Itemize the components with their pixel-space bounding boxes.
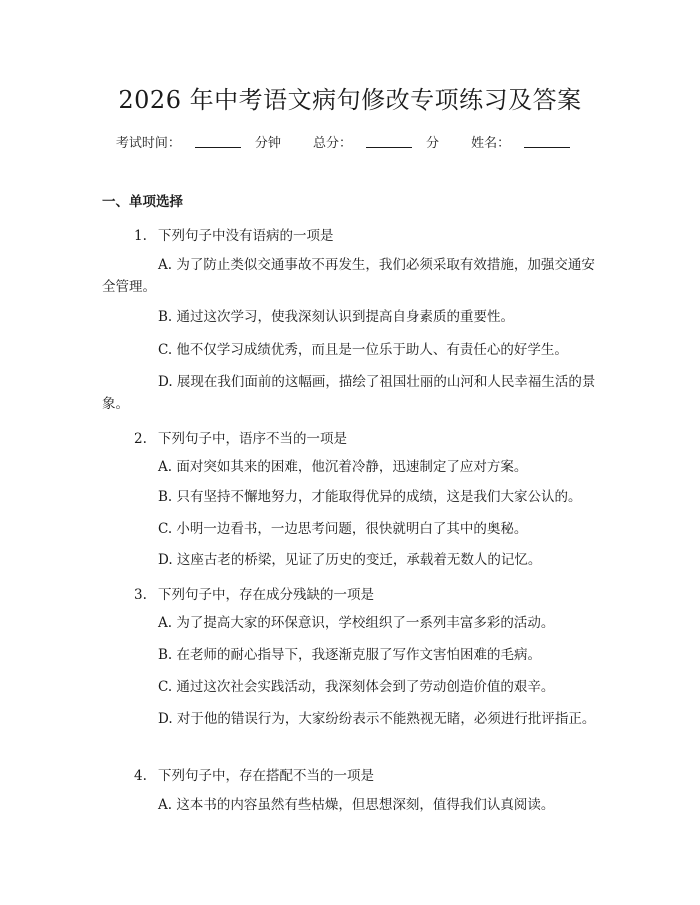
exam-time-field — [116, 136, 281, 151]
question-text: 下列句子中，存在搭配不当的一项是 — [158, 768, 374, 784]
answer-option: B. 通过这次学习，使我深刻认识到提高自身素质的重要性。 — [158, 309, 515, 325]
exam-time-label: 考试时间： — [115, 136, 181, 151]
total-score-label: 总分： — [312, 136, 352, 151]
question-number: 3. — [134, 587, 147, 603]
answer-option: B. 在老师的耐心指导下，我逐渐克服了写作文害怕困难的毛病。 — [158, 647, 542, 663]
answer-option: C. 通过这次社会实践活动，我深刻体会到了劳动创造价值的艰辛。 — [158, 679, 555, 695]
answer-option: D. 对于他的错误行为，大家纷纷表示不能熟视无睹，必须进行批评指正。 — [158, 711, 596, 727]
exam-time-blank — [195, 135, 241, 148]
answer-option: C. 小明一边看书，一边思考问题，很快就明白了其中的奥秘。 — [158, 521, 528, 537]
total-score-blank — [366, 135, 412, 148]
answer-option: A. 为了防止类似交通事故不再发生，我们必须采取有效措施，加强交通安全管理。 — [102, 257, 595, 295]
student-name-blank — [524, 135, 570, 148]
answer-option: D. 展现在我们面前的这幅画，描绘了祖国壮丽的山河和人民幸福生活的景象。 — [102, 374, 596, 412]
total-score-unit: 分 — [426, 136, 440, 151]
page-title: 2026 年中考语文病句修改专项练习及答案 — [118, 86, 582, 114]
question-text: 下列句子中没有语病的一项是 — [158, 228, 334, 244]
total-score-field — [313, 136, 439, 151]
question-text: 下列句子中，存在成分残缺的一项是 — [158, 587, 374, 603]
question-stem — [134, 427, 347, 447]
student-name-field — [471, 136, 584, 151]
answer-option: A. 为了提高大家的环保意识，学校组织了一系列丰富多彩的活动。 — [158, 615, 555, 631]
answer-option: D. 这座古老的桥梁，见证了历史的变迁，承载着无数人的记忆。 — [158, 552, 542, 568]
answer-option: A. 这本书的内容虽然有些枯燥，但思想深刻，值得我们认真阅读。 — [158, 797, 555, 813]
answer-option: B. 只有坚持不懈地努力，才能取得优异的成绩，这是我们大家公认的。 — [158, 489, 582, 505]
answer-option: A. 面对突如其来的困难，他沉着冷静，迅速制定了应对方案。 — [158, 459, 528, 475]
exam-info-line — [0, 132, 700, 151]
question-stem — [134, 224, 334, 244]
answer-option: C. 他不仅学习成绩优秀，而且是一位乐于助人、有责任心的好学生。 — [158, 342, 568, 358]
section-heading: 一、单项选择 — [102, 194, 183, 210]
question-number: 2. — [134, 431, 147, 447]
question-stem — [134, 764, 374, 784]
exam-time-unit: 分钟 — [254, 136, 281, 151]
student-name-label: 姓名： — [471, 136, 511, 151]
question-number: 4. — [134, 768, 147, 784]
question-stem — [134, 583, 374, 603]
question-text: 下列句子中，语序不当的一项是 — [158, 431, 347, 447]
question-number: 1. — [134, 228, 147, 244]
